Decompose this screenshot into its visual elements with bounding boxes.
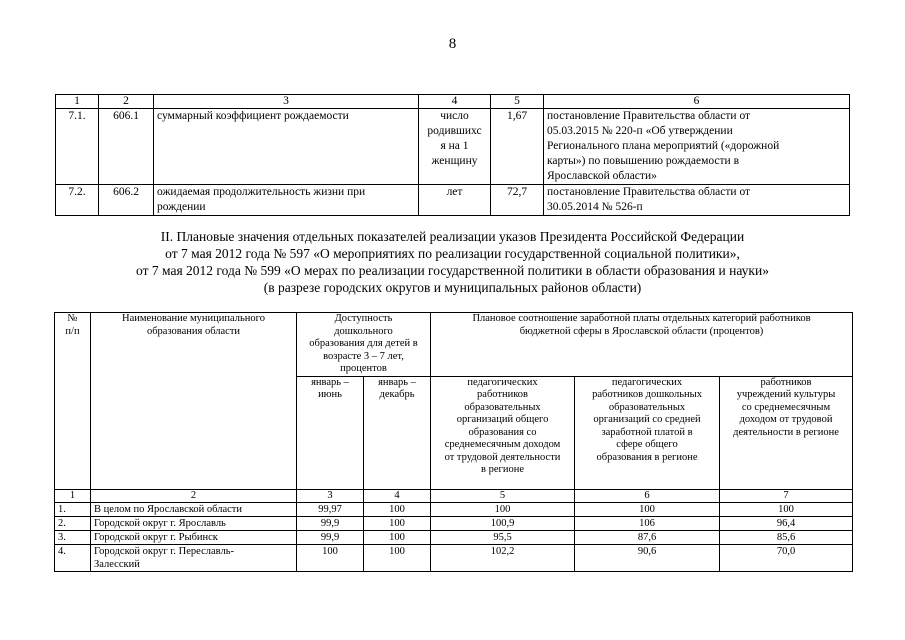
column-number-row xyxy=(55,489,853,502)
indicator-value: 72,7 xyxy=(491,185,544,216)
section-title: II. Плановые значения отдельных показателей реализации указов Президента Российской Федерации от 7 мая 2012 года № 597 «О мероприятиях по реализации государственной социальной политики», от 7 мая 2012 года № 599 «О мерах по реализации государственной политики в области образования и науки» (в разрезе городских округов и муниципальных районов области) xyxy=(136,229,769,295)
table-row xyxy=(56,185,850,216)
column-number: 4 xyxy=(364,489,431,502)
table-row xyxy=(56,109,850,185)
municipality-name: Городской округ г. Переславль- Залесский xyxy=(91,544,297,571)
header-cell: 2 xyxy=(99,95,154,109)
row-number: 7.2. xyxy=(56,185,99,216)
column-number: 7 xyxy=(720,489,853,502)
header-cell: 5 xyxy=(491,95,544,109)
row-number: 7.1. xyxy=(56,109,99,185)
indicator-source: постановление Правительства области от 05.03.2015 № 220-п «Об утверждении Регионального плана мероприятий («дорожной карты») по повышению рождаемости в Ярославской области» xyxy=(544,109,850,185)
cell-value: 85,6 xyxy=(720,530,853,544)
num-header: № п/п xyxy=(55,313,91,490)
indicator-unit: лет xyxy=(419,185,491,216)
indicator-source: постановление Правительства области от 30.05.2014 № 526-п xyxy=(544,185,850,216)
indicator-name: ожидаемая продолжительность жизни при рождении xyxy=(154,185,419,216)
indicator-code: 606.1 xyxy=(99,109,154,185)
cell-value: 102,2 xyxy=(431,544,575,571)
header-cell: 3 xyxy=(154,95,419,109)
cell-value: 96,4 xyxy=(720,516,853,530)
table-row xyxy=(55,530,853,544)
cell-value: 87,6 xyxy=(575,530,720,544)
ped-preschool-header: педагогических работников дошкольных образовательных организаций со средней заработной платой в сфере общего образования в регионе xyxy=(575,376,720,489)
cell-value: 100 xyxy=(720,502,853,516)
cell-value: 90,6 xyxy=(575,544,720,571)
access-header: Доступность дошкольного образования для детей в возрасте 3 – 7 лет, процентов xyxy=(297,313,431,377)
header-cell: 4 xyxy=(419,95,491,109)
culture-header: работников учреждений культуры со среднемесячным доходом от трудовой деятельности в регионе xyxy=(720,376,853,489)
cell-value: 100 xyxy=(364,502,431,516)
planned-values-table xyxy=(54,312,853,572)
cell-value: 106 xyxy=(575,516,720,530)
column-number: 1 xyxy=(55,489,91,502)
cell-value: 100 xyxy=(364,516,431,530)
cell-value: 100 xyxy=(297,544,364,571)
municipality-name: В целом по Ярославской области xyxy=(91,502,297,516)
salary-header: Плановое соотношение заработной платы отдельных категорий работников бюджетной сферы в Ярославской области (процентов) xyxy=(431,313,853,377)
indicators-table xyxy=(55,94,850,216)
cell-value: 100 xyxy=(431,502,575,516)
column-number: 3 xyxy=(297,489,364,502)
table-row xyxy=(55,502,853,516)
cell-value: 70,0 xyxy=(720,544,853,571)
cell-value: 95,5 xyxy=(431,530,575,544)
row-number: 1. xyxy=(55,502,91,516)
table-row xyxy=(55,544,853,571)
column-number: 5 xyxy=(431,489,575,502)
indicator-value: 1,67 xyxy=(491,109,544,185)
row-number: 3. xyxy=(55,530,91,544)
jan-dec-header: январь – декабрь xyxy=(364,376,431,489)
indicator-name: суммарный коэффициент рождаемости xyxy=(154,109,419,185)
cell-value: 100,9 xyxy=(431,516,575,530)
row-number: 2. xyxy=(55,516,91,530)
header-cell: 6 xyxy=(544,95,850,109)
table-header-row xyxy=(55,313,853,377)
row-number: 4. xyxy=(55,544,91,571)
cell-value: 100 xyxy=(364,544,431,571)
cell-value: 99,9 xyxy=(297,516,364,530)
cell-value: 99,97 xyxy=(297,502,364,516)
indicator-code: 606.2 xyxy=(99,185,154,216)
cell-value: 100 xyxy=(364,530,431,544)
page-number: 8 xyxy=(448,36,457,52)
municipality-header: Наименование муниципального образования области xyxy=(91,313,297,490)
cell-value: 99,9 xyxy=(297,530,364,544)
jan-june-header: январь – июнь xyxy=(297,376,364,489)
indicator-unit: число родившихс я на 1 женщину xyxy=(419,109,491,185)
table-header-row xyxy=(56,95,850,109)
table-row xyxy=(55,516,853,530)
municipality-name: Городской округ г. Рыбинск xyxy=(91,530,297,544)
ped-general-header: педагогических работников образовательных организаций общего образования со среднемесячным доходом от трудовой деятельности в регионе xyxy=(431,376,575,489)
cell-value: 100 xyxy=(575,502,720,516)
header-cell: 1 xyxy=(56,95,99,109)
municipality-name: Городской округ г. Ярославль xyxy=(91,516,297,530)
column-number: 6 xyxy=(575,489,720,502)
column-number: 2 xyxy=(91,489,297,502)
